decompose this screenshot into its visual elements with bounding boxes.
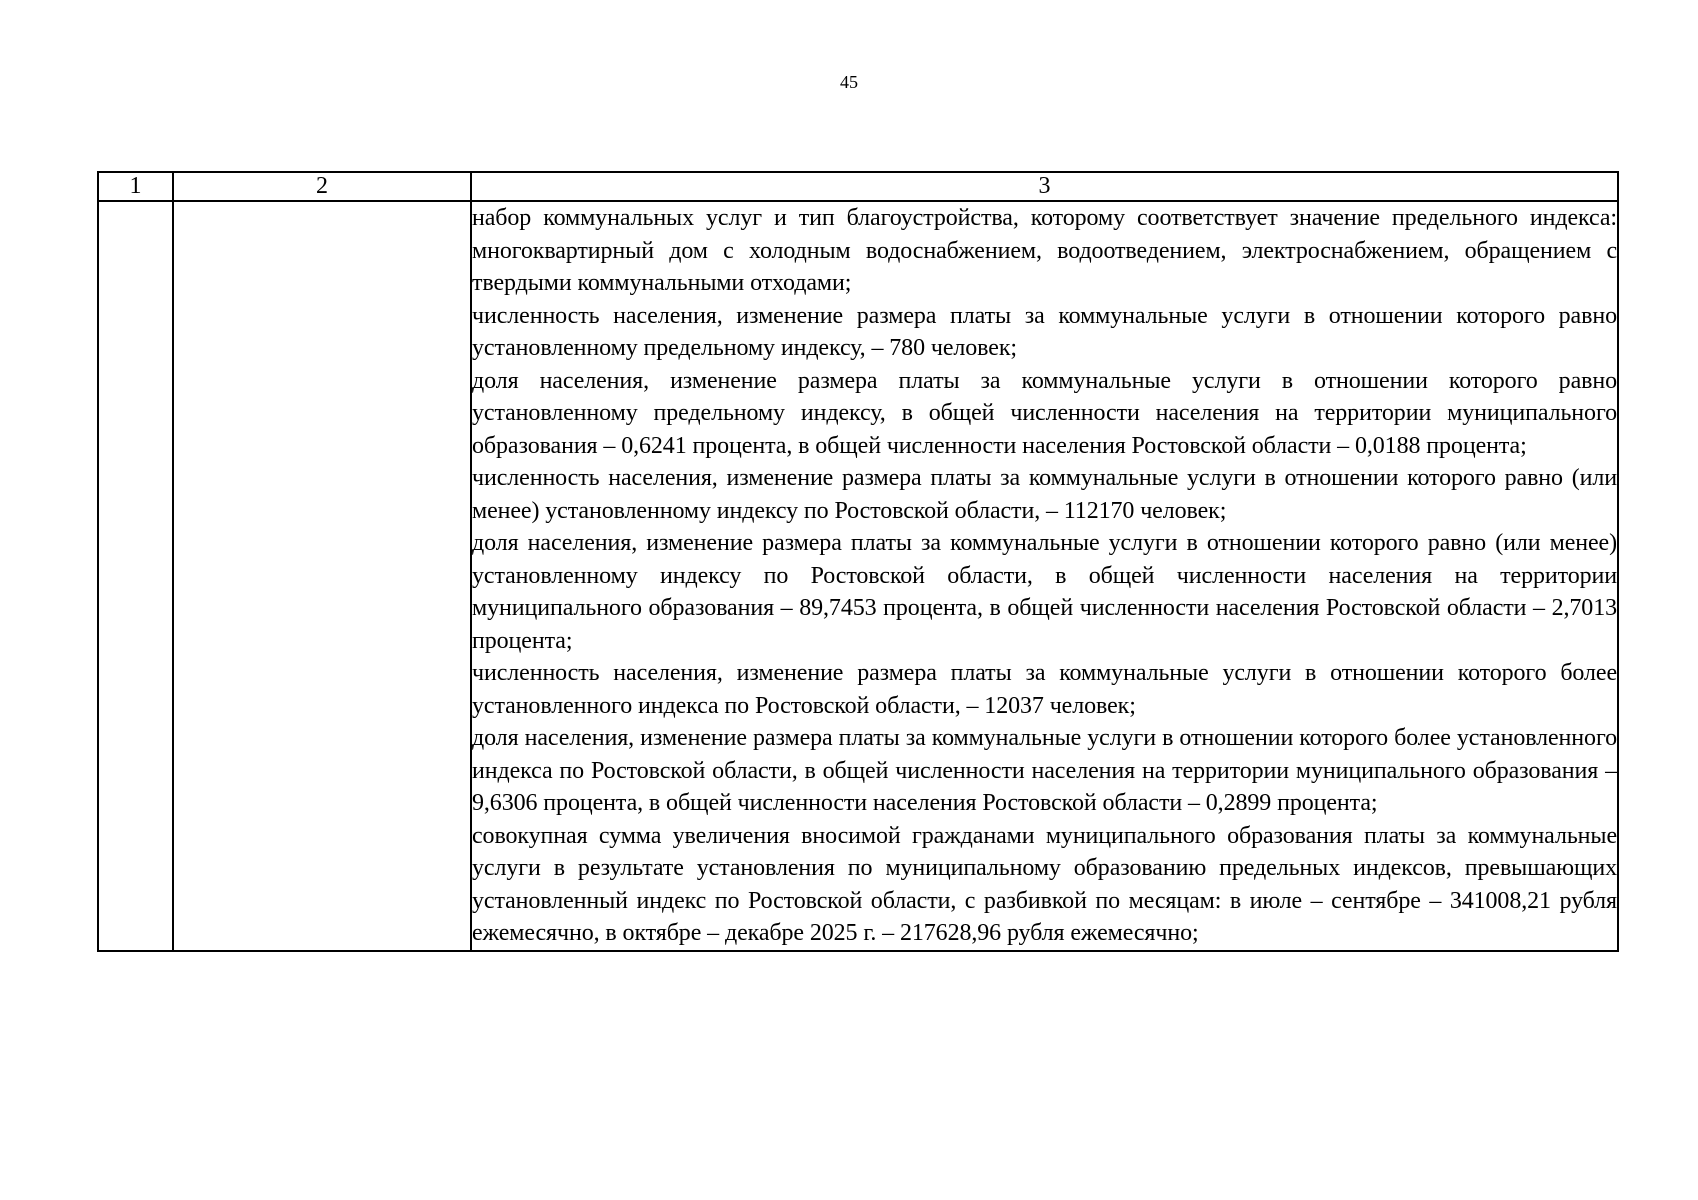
table-header-row — [98, 172, 1618, 201]
paragraph-share-equal-limit: доля населения, изменение размера платы за коммунальные услуги в отношении которого равно установленному предельному индексу, в общей численности населения на территории муниципального образования – 0,6241 процента, в общей численности населения Ростовской области – 0,0188 процента; — [472, 367, 1617, 459]
table-row — [98, 201, 1618, 951]
table-cell-col1 — [98, 201, 173, 951]
paragraph-population-equal-limit: численность населения, изменение размера платы за коммунальные услуги в отношении которого равно установленному предельному индексу, – 780 человек; — [472, 302, 1617, 361]
paragraph-population-equal-or-less-regional: численность населения, изменение размера платы за коммунальные услуги в отношении которого равно (или менее) установленному индексу по Ростовской области, – 112170 человек; — [472, 465, 1617, 524]
column-header-3: 3 — [471, 172, 1618, 201]
table-cell-col2 — [173, 201, 471, 951]
column-header-2: 2 — [173, 172, 471, 201]
table-cell-col3 — [471, 201, 1618, 951]
paragraph-share-equal-or-less-regional: доля населения, изменение размера платы за коммунальные услуги в отношении которого равно (или менее) установленному индексу по Ростовской области, в общей численности населения на территории муниципального образования – 89,7453 процента, в общей численности населения Ростовской области – 2,7013 процента; — [472, 530, 1617, 654]
paragraph-share-above-regional: доля населения, изменение размера платы за коммунальные услуги в отношении которого более установленного индекса по Ростовской области, в общей численности населения на территории муниципального образования – 9,6306 процента, в общей численности населения Ростовской области – 0,2899 процента; — [472, 725, 1617, 816]
paragraph-utility-set: набор коммунальных услуг и тип благоустройства, которому соответствует значение предельного индекса: многоквартирный дом с холодным водоснабжением, водоотведением, электроснабжением, обращением с твердыми коммунальными отходами; — [472, 205, 1617, 296]
paragraph-total-payment-increase: совокупная сумма увеличения вносимой гражданами муниципального образования платы за коммунальные услуги в результате установления по муниципальному образованию предельных индексов, превышающих установленный индекс по Ростовской области, с разбивкой по месяцам: в июле – сентябре – 341008,21 рубля ежемесячно, в октябре – декабре 2025 г. – 217628,96 рубля ежемесячно; — [472, 822, 1617, 946]
page-number: 45 — [840, 72, 858, 92]
paragraph-population-above-regional: численность населения, изменение размера платы за коммунальные услуги в отношении которого более установленного индекса по Ростовской области, – 12037 человек; — [472, 660, 1617, 719]
document-table — [97, 171, 1619, 952]
column-header-1: 1 — [98, 172, 173, 201]
